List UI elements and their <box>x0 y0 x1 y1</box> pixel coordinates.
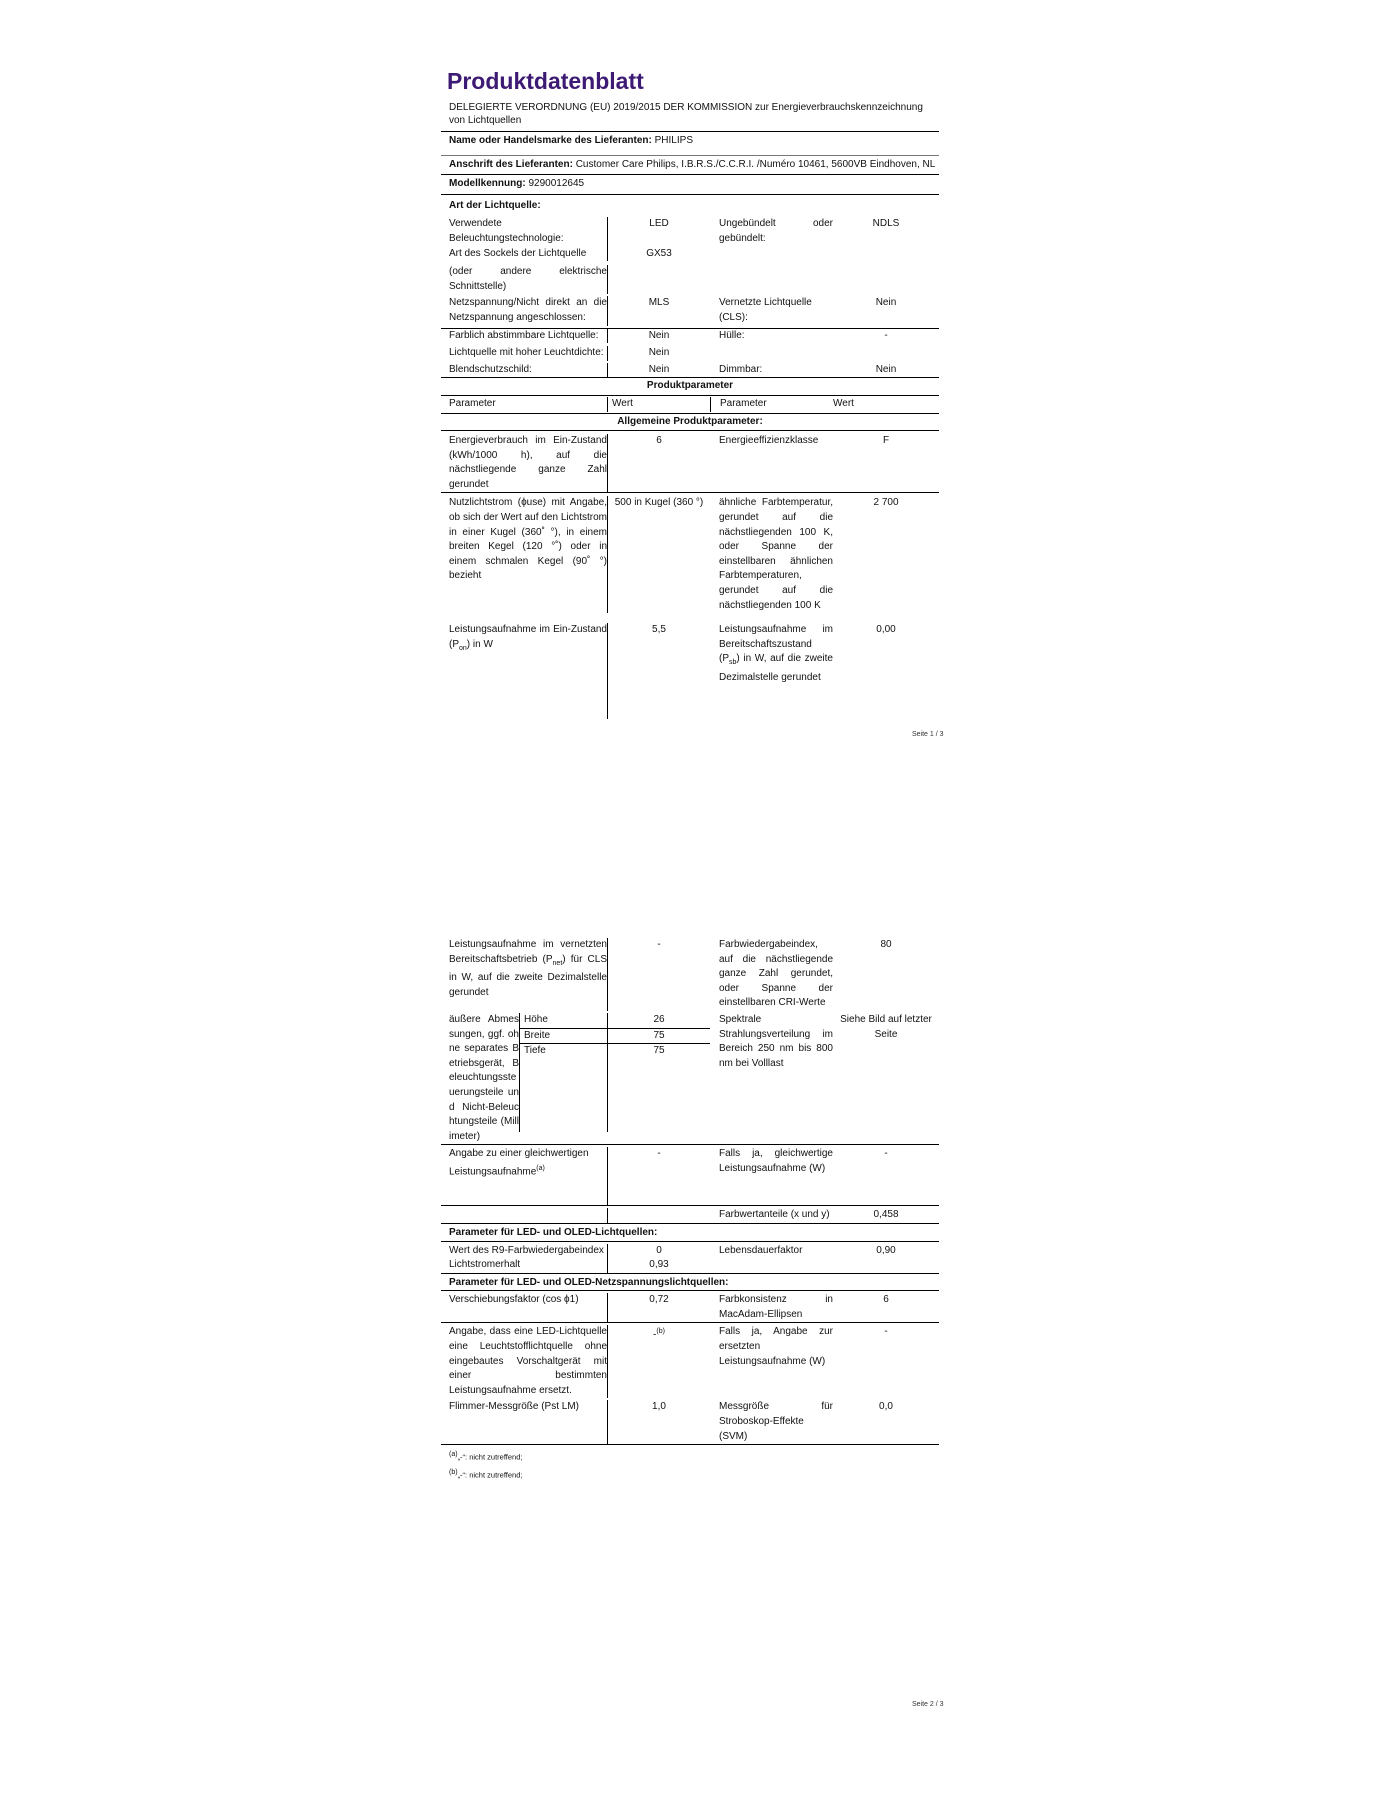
light-source-type-heading: Art der Lichtquelle: <box>441 194 939 218</box>
envelope-value: - <box>884 329 888 341</box>
efficiency-class-value: F <box>882 435 890 447</box>
tunable-label: Farblich abstimmbare Lichtquelle: <box>449 329 599 341</box>
chroma-row <box>441 1205 939 1223</box>
cct-label: ähnliche Farbtemperatur, gerundet auf die nächstliegenden 100 K, oder Spanne der einstellbaren ähnlichen Farbtemperaturen, gerundet auf die nächstliegenden 100 K <box>719 497 833 611</box>
standby-value: 0,00 <box>876 624 896 636</box>
page-1-footer: Seite 1 / 3 <box>912 731 944 738</box>
led-section-heading: Parameter für LED- und OLED-Lichtquellen: <box>441 1223 939 1241</box>
chroma-value: 0,458 <box>873 1209 899 1221</box>
equiv-label: Angabe zu einer gleichwertigen Leistungsaufnahme$^{(a)}$ <box>449 1148 589 1178</box>
datasheet-page-2 <box>441 938 939 1482</box>
page-2-footer: Seite 2 / 3 <box>912 1701 944 1708</box>
mains-value: MLS <box>607 296 710 325</box>
svm-value: 0,0 <box>879 1401 893 1413</box>
power-on-row <box>441 613 939 719</box>
replaced-power-label: Falls ja, Angabe zur ersetzten Leistungsaufnahme (W) <box>719 1326 833 1367</box>
energy-label: Energieverbrauch im Ein-Zustand (kWh/1000 h), auf die nächstliegende ganze Zahl gerundet <box>449 435 607 490</box>
table-header <box>441 395 939 413</box>
supplier-value: PHILIPS <box>654 135 693 146</box>
dim-width-value: 75 <box>607 1029 710 1044</box>
dim-height-label: Höhe <box>519 1013 607 1028</box>
dim-width-label: Breite <box>519 1029 607 1044</box>
maintenance-label: Lichtstromerhalt <box>449 1259 521 1271</box>
equiv-power-label: Falls ja, gleichwertige Leistungsaufnahme (W) <box>719 1148 833 1174</box>
survival-value: 0,90 <box>876 1244 896 1256</box>
footnote-b: $^{(b)}$„-“: nicht zutreffend; <box>449 1468 523 1480</box>
tunable-value: Nein <box>607 329 710 344</box>
net-standby-value: - <box>607 938 710 1011</box>
maintenance-row <box>441 1258 939 1273</box>
flicker-label: Flimmer-Messgröße (Pst LM) <box>449 1401 580 1413</box>
net-standby-row <box>441 938 939 1013</box>
flicker-value: 1,0 <box>607 1400 710 1444</box>
header-value: Wert <box>607 397 710 412</box>
header-param: Parameter <box>449 397 496 409</box>
envelope-label: Hülle: <box>719 329 745 341</box>
survival-label: Lebensdauerfaktor <box>719 1244 803 1256</box>
net-standby-label: Leistungsaufnahme im vernetzten Bereitschaftsbetrieb $(P_{net})$ für CLS in W, auf die zweite Dezimalstelle gerundet <box>449 939 607 998</box>
replaced-power-value: - <box>884 1326 888 1338</box>
energy-row <box>441 430 939 492</box>
footnote-a: $^{(a)}$„-“: nicht zutreffend; <box>449 1451 523 1462</box>
replace-value: -$^{(b)}$ <box>607 1325 710 1398</box>
cri-value: 80 <box>880 939 892 950</box>
dim-height-value: 26 <box>607 1013 710 1028</box>
supplier-row <box>441 131 939 151</box>
r9-value: 0 <box>607 1244 710 1259</box>
directional-value: NDLS <box>872 218 900 230</box>
datasheet-page-1 <box>441 68 939 719</box>
cosphi-label: Verschiebungsfaktor (cos ϕ1) <box>449 1294 579 1306</box>
cosphi-value: 0,72 <box>607 1293 710 1322</box>
address-label: Anschrift des Lieferanten: <box>449 158 573 170</box>
cct-value: 2 700 <box>873 497 899 509</box>
cls-label: Vernetzte Lichtquelle (CLS): <box>719 297 812 323</box>
replace-label: Angabe, dass eine LED-Lichtquelle eine Leuchtstofflichtquelle ohne eingebautes Vorschaltgerät mit einer bestimmten Leistungsaufnahme ersetzt. <box>449 1326 607 1396</box>
technology-value: LED <box>607 217 710 246</box>
colour-consistency-label: Farbkonsistenz in MacAdam-Ellipsen <box>719 1294 833 1320</box>
cap-type-value: GX53 <box>607 247 710 262</box>
flicker-row <box>441 1398 939 1445</box>
energy-value: 6 <box>607 434 710 492</box>
r9-label: Wert des R9-Farbwiedergabeindex <box>449 1244 604 1256</box>
dimmable-label: Dimmbar: <box>719 363 763 375</box>
address-row <box>441 155 939 175</box>
mains-section-heading: Parameter für LED- und OLED-Netzspannungslichtquellen: <box>441 1273 939 1291</box>
cri-label: Farbwiedergabeindex, auf die nächstliegende ganze Zahl gerundet, oder Spanne der einstellbaren CRI-Werte <box>719 939 833 1009</box>
r9-row <box>441 1241 939 1259</box>
svm-label: Messgröße für Stroboskop-Effekte (SVM) <box>719 1401 833 1442</box>
type-table <box>441 217 939 377</box>
chroma-label: Farbwertanteile (x und y) <box>719 1209 830 1221</box>
equiv-power-value: - <box>884 1148 888 1160</box>
cls-value: Nein <box>875 297 897 309</box>
efficiency-class-label: Energieeffizienzklasse <box>719 435 819 447</box>
page-title: Produktdatenblatt <box>447 68 644 94</box>
colour-consistency-value: 6 <box>883 1294 889 1306</box>
dim-depth-value: 75 <box>607 1044 710 1132</box>
high-luminance-value: Nein <box>607 346 710 361</box>
equiv-row <box>441 1144 939 1205</box>
flux-value: 500 in Kugel (360 °) <box>607 496 710 613</box>
dimmable-value: Nein <box>875 363 897 375</box>
model-label: Modellkennung: <box>449 178 526 190</box>
flux-label: Nutzlichtstrom (ϕuse) mit Angabe, ob sich der Wert auf den Lichtstrom in einer Kugel (360˚ °), in einem breiten Kegel (120 °˚) oder in einem schmalen Kegel (90˚ °) bezieht <box>449 497 607 582</box>
address-value: Customer Care Philips, I.B.R.S./C.C.R.I. /Numéro 10461, 5600VB Eindhoven, NL <box>575 158 936 170</box>
directional-label: Ungebündelt oder gebündelt: <box>719 218 833 244</box>
model-row <box>441 174 939 194</box>
model-value: 9290012645 <box>528 178 585 190</box>
dimensions-grid <box>519 1013 710 1144</box>
anti-glare-label: Blendschutzschild: <box>449 363 532 375</box>
general-params-heading: Allgemeine Produktparameter: <box>441 413 939 431</box>
cap-type-note: (oder andere elektrische Schnittstelle) <box>449 266 607 292</box>
header-param-2: Parameter <box>710 397 833 412</box>
anti-glare-value: Nein <box>607 363 710 378</box>
high-luminance-label: Lichtquelle mit hoher Leuchtdichte: <box>449 347 604 359</box>
spectral-value: Siehe Bild auf letzter Seite <box>840 1013 932 1040</box>
power-on-value: 5,5 <box>607 623 710 719</box>
regulation-subtitle: DELEGIERTE VERORDNUNG (EU) 2019/2015 DER KOMMISSION zur Energieverbrauchskennzeichnung von Lichtquellen <box>449 102 923 126</box>
header-value-2: Wert <box>833 397 854 409</box>
flux-row <box>441 492 939 613</box>
cap-type-label: Art des Sockels der Lichtquelle <box>449 247 587 259</box>
maintenance-value: 0,93 <box>607 1258 710 1273</box>
dimensions-row <box>441 1013 939 1144</box>
replace-row <box>441 1322 939 1398</box>
equiv-value: - <box>607 1147 710 1205</box>
standby-label: Leistungsaufnahme im Bereitschaftszustand $(P_{sb})$ in W, auf die zweite Dezimalstelle gerundet <box>719 624 833 683</box>
power-on-label: Leistungsaufnahme im Ein-Zustand $(P_{on})$ in W <box>449 624 607 652</box>
dimensions-label: äußere Abmessungen, ggf. ohne separates Betriebsgerät, Beleuchtungssteuerungsteile und Nicht-Beleuchtungsteile (Millimeter) <box>449 1013 519 1142</box>
technology-label: Verwendete Beleuchtungstechnologie: <box>449 218 564 244</box>
mains-label: Netzspannung/Nicht direkt an die Netzspannung angeschlossen: <box>449 297 607 323</box>
dim-depth-label: Tiefe <box>519 1044 607 1132</box>
product-params-heading: Produktparameter <box>441 377 939 395</box>
spectral-label: Spektrale Strahlungsverteilung im Bereich 250 nm bis 800 nm bei Volllast <box>719 1013 833 1069</box>
cosphi-row <box>441 1290 939 1322</box>
supplier-label: Name oder Handelsmarke des Lieferanten: <box>449 135 652 146</box>
